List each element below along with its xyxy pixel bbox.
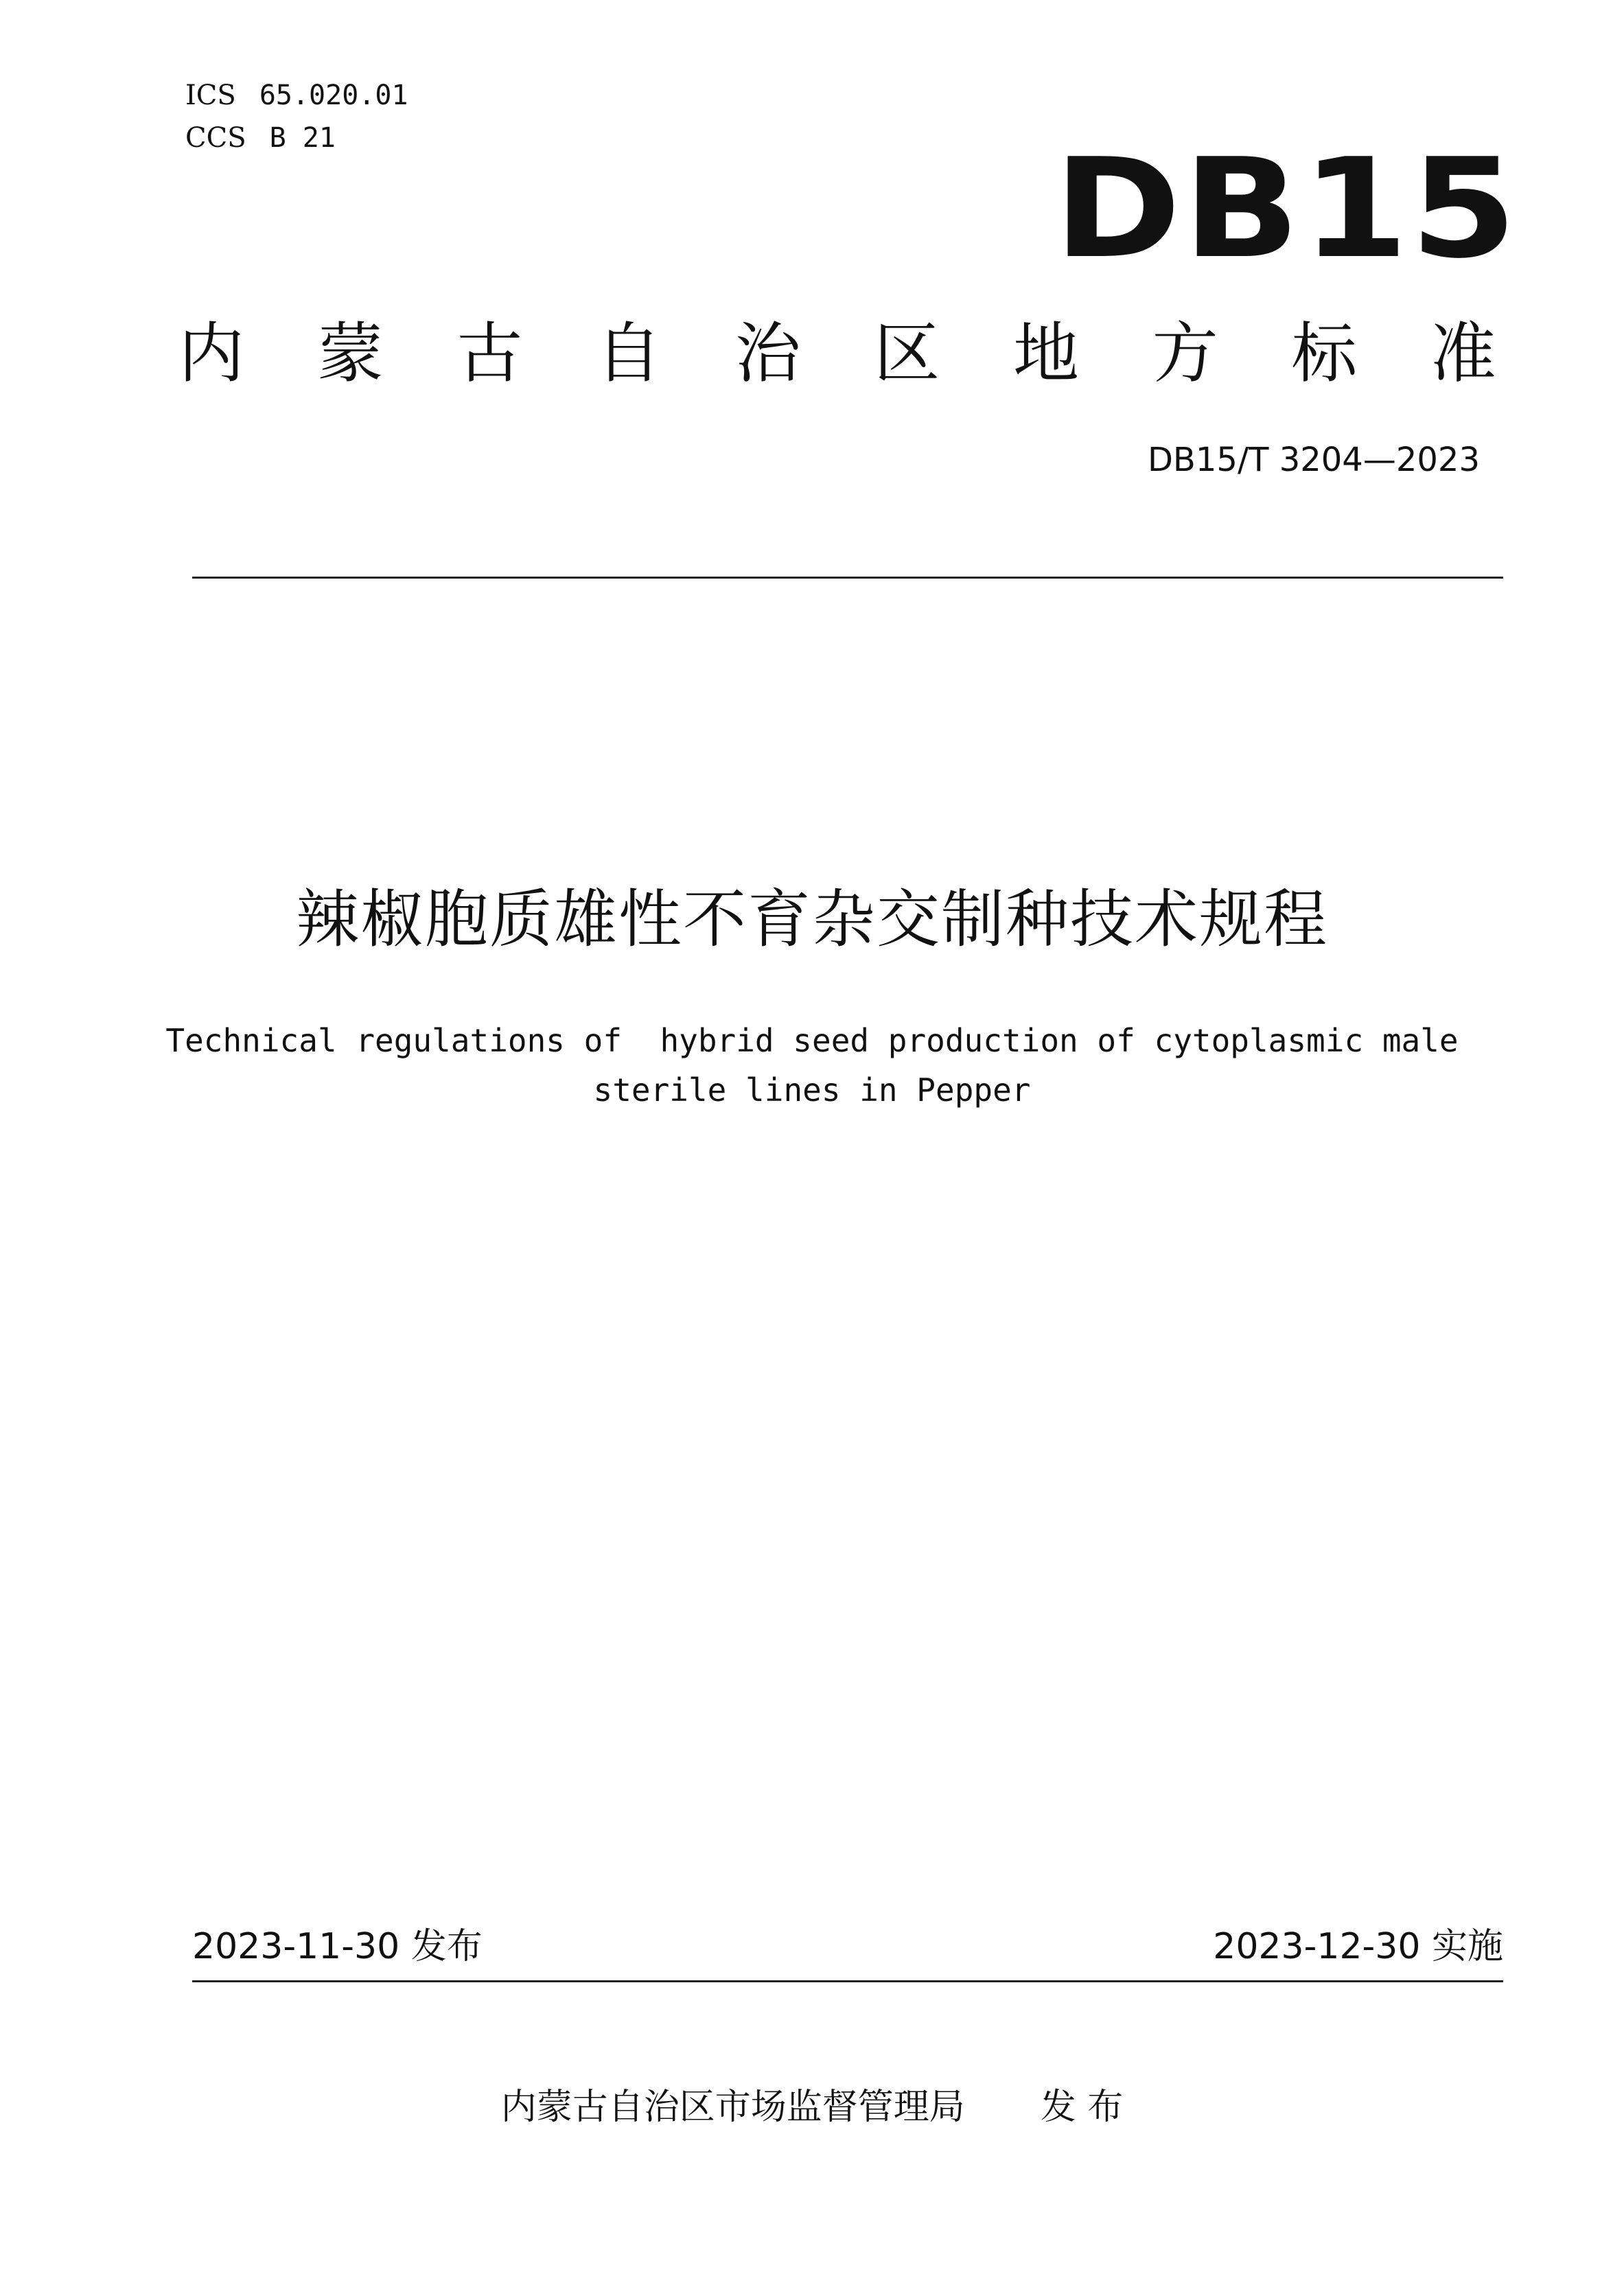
ics-row — [185, 74, 408, 117]
standard-type-char: 蒙 — [317, 315, 384, 392]
db15-logo: DB15 — [1054, 129, 1519, 289]
header-divider — [192, 577, 1503, 579]
publisher-line — [0, 2085, 1624, 2129]
standard-type-char: 自 — [595, 315, 662, 392]
standard-type-char: 古 — [456, 315, 523, 392]
ics-value: 65.020.01 — [259, 80, 408, 111]
ccs-label: CCS — [185, 122, 246, 154]
ccs-row — [185, 117, 408, 159]
footer-divider — [192, 1980, 1503, 1982]
standard-number: DB15/T 3204—2023 — [1147, 441, 1480, 479]
document-title-english — [137, 1016, 1487, 1115]
english-title-line: Technical regulations of hybrid seed production of cytoplasmic male — [165, 1022, 1459, 1059]
publisher-action: 发 布 — [1040, 2087, 1124, 2128]
standard-type-char: 方 — [1152, 315, 1218, 392]
implementation-date: 2023-12-30 实施 — [1213, 1926, 1503, 1967]
standard-type-char: 内 — [178, 315, 244, 392]
standard-type-char: 地 — [1012, 315, 1079, 392]
standard-type-char: 治 — [734, 315, 801, 392]
issue-date: 2023-11-30 发布 — [192, 1926, 483, 1967]
classification-codes — [185, 74, 408, 159]
standard-type-char: 准 — [1430, 315, 1496, 392]
standard-type-char: 标 — [1291, 315, 1358, 392]
standard-type-heading — [178, 312, 1496, 395]
publisher-name: 内蒙古自治区市场监督管理局 — [500, 2087, 965, 2128]
ccs-value: B 21 — [269, 122, 336, 154]
english-title-line: sterile lines in Pepper — [593, 1071, 1031, 1109]
document-title-chinese: 辣椒胞质雄性不育杂交制种技术规程 — [295, 883, 1328, 956]
standard-type-char: 区 — [874, 315, 940, 392]
ics-label: ICS — [185, 80, 236, 111]
